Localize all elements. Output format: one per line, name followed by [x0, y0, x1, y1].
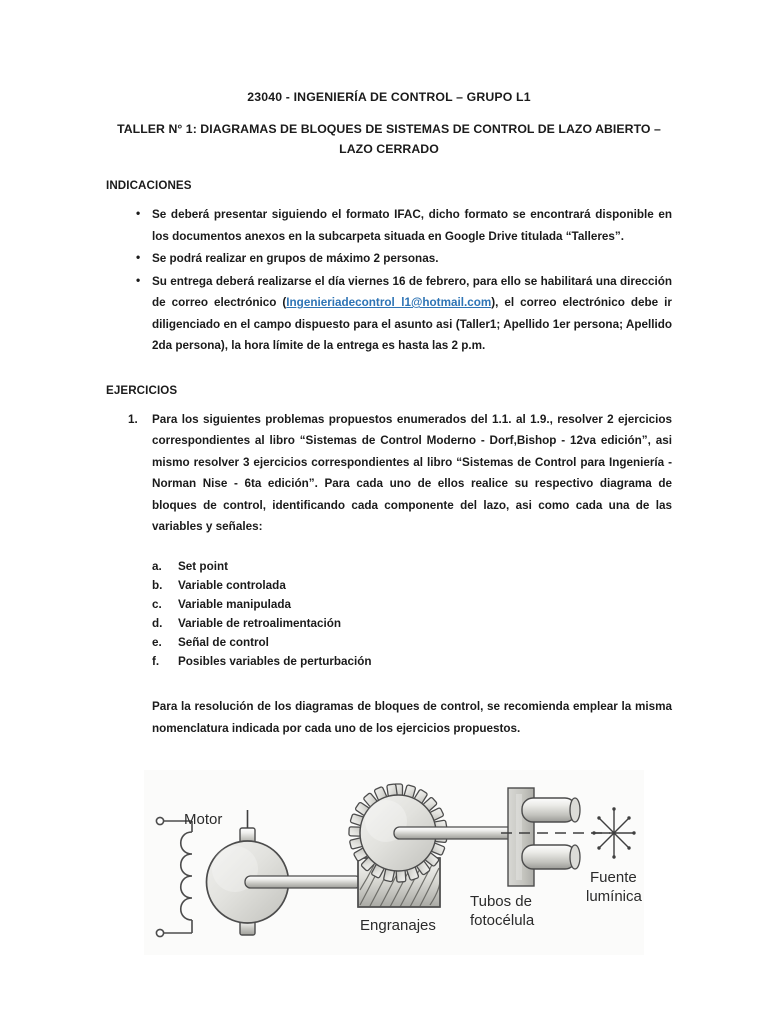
- photocell-tube-lower: [522, 845, 580, 869]
- ejercicios-list: [106, 397, 672, 538]
- variable-label: Variable controlada: [178, 578, 286, 592]
- indicacion-text-1: Se deberá presentar siguiendo el formato IFAC, dicho formato se encontrará disponible en los documentos anexos en la subcarpeta situada en Google Drive titulada “Talleres”.: [152, 208, 672, 243]
- page-title: 23040 - INGENIERÍA DE CONTROL – GRUPO L1: [247, 90, 531, 104]
- variables-list: [106, 538, 672, 672]
- document-content: [106, 0, 672, 794]
- list-item: [106, 409, 672, 538]
- label-tubos-line2: fotocélula: [470, 912, 535, 929]
- label-motor: Motor: [184, 811, 223, 828]
- indicaciones-list: [106, 192, 672, 357]
- list-marker: b.: [152, 578, 163, 592]
- figure-motor-photocell-diagram: [144, 770, 644, 955]
- list-marker: 1.: [128, 412, 138, 426]
- list-item: [152, 614, 672, 633]
- closing-paragraph: Para la resolución de los diagramas de bloques de control, se recomienda emplear la misma nomenclatura indicada por cada uno de los ejercicios propuestos.: [152, 700, 672, 735]
- list-marker: d.: [152, 616, 163, 630]
- variable-label: Set point: [178, 559, 228, 573]
- list-item: [152, 576, 672, 595]
- list-item: [152, 595, 672, 614]
- label-engranajes: Engranajes: [360, 917, 436, 934]
- motor-output-shaft: [245, 876, 361, 888]
- email-link[interactable]: Ingenieriadecontrol_l1@hotmail.com: [286, 296, 492, 309]
- list-marker: c.: [152, 597, 162, 611]
- list-item: [152, 652, 672, 671]
- section-heading-ejercicios: EJERCICIOS: [106, 383, 178, 397]
- list-item: [152, 557, 672, 576]
- section-heading-indicaciones: INDICACIONES: [106, 179, 192, 192]
- variable-label: Variable manipulada: [178, 597, 292, 611]
- workshop-subtitle: TALLER N° 1: DIAGRAMAS DE BLOQUES DE SISTEMAS DE CONTROL DE LAZO ABIERTO – LAZO CERRADO: [117, 122, 661, 156]
- indicacion-text-2: Se podrá realizar en grupos de máximo 2 personas.: [152, 252, 439, 265]
- list-marker: e.: [152, 635, 162, 649]
- variable-label: Señal de control: [178, 635, 269, 649]
- ejercicio-text: Para los siguientes problemas propuestos enumerados del 1.1. al 1.9., resolver 2 ejercicios correspondientes al libro “Sistemas de Control Moderno - Dorf,Bishop - 12va edición”, asi mismo resolver 3 ejercicios correspondientes al libro “Sistemas de Control para Ingeniería - Norman Nise - 6ta edición”. Para cada uno de ellos realice su respectivo diagrama de bloques de control, identificando cada componente del lazo, asi como cada una de las variables y señales:: [152, 412, 672, 533]
- label-fuente-line2: lumínica: [586, 888, 642, 905]
- indicacion-text-3b: ), el correo electrónico debe ir diligenciado en el campo dispuesto para el asunto asi (Taller1; Apellido 1er persona; Apellido 2da persona), la hora límite de la entrega es hasta las 2 p.m.: [152, 296, 672, 352]
- label-tubos-line1: Tubos de: [470, 893, 532, 910]
- list-item: [152, 633, 672, 652]
- list-marker: f.: [152, 654, 160, 668]
- list-item: [106, 271, 672, 357]
- photocell-tube-upper: [522, 798, 580, 822]
- label-fuente-line1: Fuente: [590, 869, 637, 886]
- indicacion-text-3a: Su entrega deberá realizarse el día viernes 16 de febrero, para ello se habilitará una dirección de correo electrónico (: [152, 274, 672, 309]
- list-marker: a.: [152, 559, 162, 573]
- variable-label: Variable de retroalimentación: [178, 616, 342, 630]
- list-item: [106, 204, 672, 247]
- list-item: [106, 248, 672, 270]
- variable-label: Posibles variables de perturbación: [178, 654, 372, 668]
